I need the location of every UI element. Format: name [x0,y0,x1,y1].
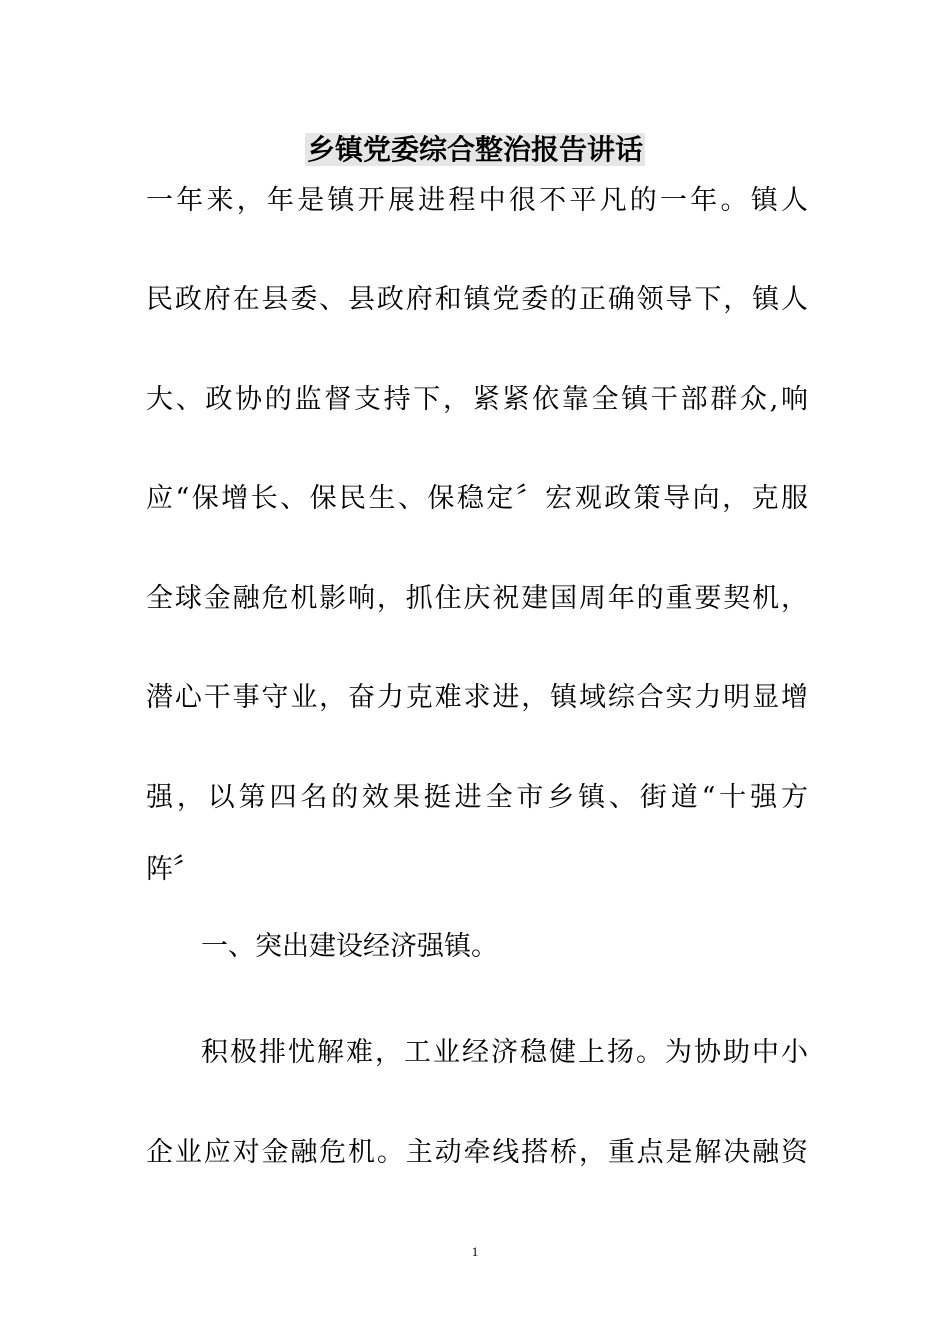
title-text: 乡镇党委综合整治报告讲话 [306,133,643,166]
paragraph-line: 积极排忧解难，工业经济稳健上扬。为协助中小 [201,1037,808,1068]
paragraph-line: 应“保增长、保民生、保稳定〞宏观政策导向，克服 [146,483,808,514]
document-title [0,130,950,170]
paragraph-line: 强，以第四名的效果挺进全市乡镇、街道“十强方 [146,782,808,813]
paragraph-line: 民政府在县委、县政府和镇党委的正确领导下，镇人 [146,284,808,315]
page-number: 1 [471,1244,479,1259]
paragraph-line: 大、政协的监督支持下，紧紧依靠全镇干部群众,响 [146,384,808,415]
paragraph-line: 阵〞 [146,854,200,885]
paragraph-line: 全球金融危机影响，抓住庆祝建国周年的重要契机， [146,583,808,614]
paragraph-line: 潜心干事守业，奋力克难求进，镇域综合实力明显增 [146,682,808,713]
paragraph-line: 一年来，年是镇开展进程中很不平凡的一年。镇人 [146,185,808,216]
section-heading: 一、突出建设经济强镇。 [201,931,498,962]
paragraph-line: 企业应对金融危机。主动牵线搭桥，重点是解决融资 [146,1137,808,1168]
